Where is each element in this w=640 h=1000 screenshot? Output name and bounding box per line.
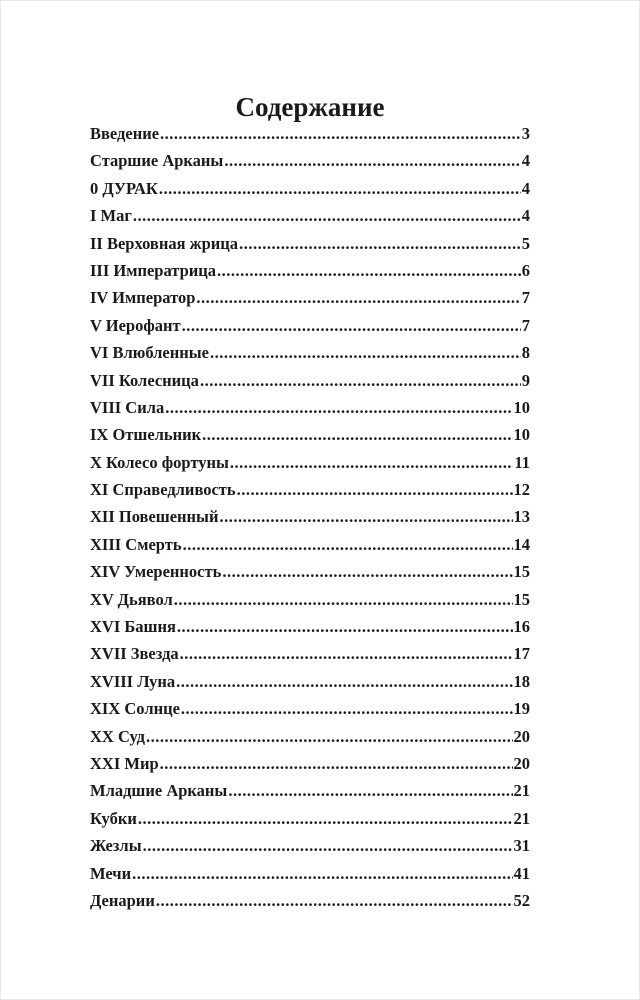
toc-entry <box>90 617 530 644</box>
dot-leader <box>159 179 521 199</box>
dot-leader <box>224 151 520 171</box>
toc-entry-page-number: 16 <box>513 617 530 637</box>
toc-entry <box>90 179 530 206</box>
toc-entry-label: XI Справедливость <box>90 480 236 500</box>
toc-entry-label: Денарии <box>90 890 155 910</box>
toc-entry-label: XVIII Луна <box>90 671 176 691</box>
toc-entry-page-number: 15 <box>513 589 530 609</box>
dot-leader <box>177 617 513 637</box>
toc-entry <box>90 809 530 836</box>
toc-entry-label: V Иерофант <box>90 315 181 335</box>
dot-leader <box>143 836 513 856</box>
toc-entry-page-number: 10 <box>513 425 530 445</box>
toc-entry-page-number: 11 <box>514 452 530 472</box>
toc-entry-page-number: 21 <box>513 808 530 828</box>
toc-entry-label: XII Повешенный <box>90 507 219 527</box>
toc-entry-page-number: 4 <box>521 178 530 198</box>
toc-entry-page-number: 12 <box>513 480 530 500</box>
toc-entry <box>90 206 530 233</box>
toc-entry-page-number: 20 <box>513 726 530 746</box>
toc-entry-label: III Императрица <box>90 260 217 280</box>
toc-entry <box>90 535 530 562</box>
toc-entry-label: II Верховная жрица <box>90 233 239 253</box>
toc-entry-label: XXI Мир <box>90 753 159 773</box>
dot-leader <box>174 590 513 610</box>
dot-leader <box>239 234 521 254</box>
toc-entry <box>90 371 530 398</box>
toc-entry-label: XIV Умеренность <box>90 562 222 582</box>
dot-leader <box>156 891 513 911</box>
toc-entry-page-number: 18 <box>513 671 530 691</box>
dot-leader <box>222 562 512 582</box>
toc-entry-page-number: 4 <box>521 151 530 171</box>
toc-entry-page-number: 13 <box>513 507 530 527</box>
toc-entry <box>90 480 530 507</box>
toc-entry <box>90 781 530 808</box>
toc-entry <box>90 234 530 261</box>
dot-leader <box>160 754 513 774</box>
dot-leader <box>180 644 513 664</box>
page-title: Содержание <box>235 92 385 122</box>
dot-leader <box>183 535 513 555</box>
toc-entry-page-number: 31 <box>513 836 530 856</box>
toc-entry-label: Мечи <box>90 863 132 883</box>
toc-entry-page-number: 3 <box>521 124 530 143</box>
table-of-contents <box>90 90 530 918</box>
toc-entry <box>90 261 530 288</box>
dot-leader <box>182 316 521 336</box>
toc-entry-page-number: 21 <box>513 781 530 801</box>
toc-entry <box>90 425 530 452</box>
toc-entry-label: XVI Башня <box>90 617 176 637</box>
dot-leader <box>133 206 521 226</box>
toc-entry-label: XIII Смерть <box>90 534 182 554</box>
toc-entry <box>90 864 530 891</box>
toc-entry-page-number: 6 <box>521 260 530 280</box>
toc-entry-page-number: 7 <box>521 288 530 308</box>
toc-entry <box>90 343 530 370</box>
toc-entry-label: VII Колесница <box>90 370 199 390</box>
dot-leader <box>202 425 512 445</box>
toc-entry-page-number: 5 <box>521 233 530 253</box>
toc-entry-page-number: 14 <box>513 534 530 554</box>
toc-entry-page-number: 20 <box>513 753 530 773</box>
toc-entry <box>90 891 530 918</box>
dot-leader <box>132 864 512 884</box>
dot-leader <box>138 809 513 829</box>
dot-leader <box>181 699 513 719</box>
dot-leader <box>217 261 521 281</box>
toc-entry <box>90 727 530 754</box>
toc-entry-page-number: 41 <box>513 863 530 883</box>
toc-entry-label: VIII Сила <box>90 397 165 417</box>
toc-entry-label: X Колесо фортуны <box>90 452 229 472</box>
toc-entry <box>90 398 530 425</box>
toc-entry-label: XIX Солнце <box>90 699 180 719</box>
toc-entry-label: Введение <box>90 124 160 143</box>
dot-leader <box>237 480 513 500</box>
toc-entry-label: Кубки <box>90 808 137 828</box>
dot-leader <box>196 288 520 308</box>
toc-entry <box>90 316 530 343</box>
toc-entry <box>90 754 530 781</box>
toc-entry-label: Старшие Арканы <box>90 151 224 171</box>
toc-entry <box>90 562 530 589</box>
toc-entry <box>90 590 530 617</box>
toc-entry-page-number: 9 <box>521 370 530 390</box>
toc-entry-page-number: 17 <box>513 644 530 664</box>
dot-leader <box>219 507 512 527</box>
dot-leader <box>200 371 521 391</box>
toc-entry <box>90 672 530 699</box>
toc-entry-page-number: 15 <box>513 562 530 582</box>
toc-entry <box>90 507 530 534</box>
toc-entry-page-number: 10 <box>513 397 530 417</box>
toc-entry-label: XVII Звезда <box>90 644 179 664</box>
toc-entry-page-number: 8 <box>521 343 530 363</box>
toc-entry-label: XX Суд <box>90 726 146 746</box>
dot-leader <box>165 398 512 418</box>
toc-entry-page-number: 4 <box>521 206 530 226</box>
dot-leader <box>230 453 514 473</box>
toc-entry-page-number: 52 <box>513 890 530 910</box>
dot-leader <box>160 124 521 144</box>
toc-entry-label: I Маг <box>90 206 132 226</box>
toc-entry-page-number: 19 <box>513 699 530 719</box>
toc-entry-label: Младшие Арканы <box>90 781 228 801</box>
toc-entry <box>90 644 530 671</box>
toc-list <box>90 124 530 918</box>
toc-entry <box>90 836 530 863</box>
toc-entry-page-number: 7 <box>521 315 530 335</box>
toc-entry <box>90 151 530 178</box>
dot-leader <box>210 343 521 363</box>
toc-entry-label: VI Влюбленные <box>90 343 209 363</box>
toc-entry <box>90 124 530 151</box>
toc-entry-label: IX Отшельник <box>90 425 202 445</box>
toc-entry <box>90 453 530 480</box>
dot-leader <box>146 727 512 747</box>
toc-entry-label: IV Император <box>90 288 196 308</box>
dot-leader <box>228 781 512 801</box>
toc-entry <box>90 288 530 315</box>
toc-entry <box>90 699 530 726</box>
toc-entry-label: Жезлы <box>90 836 142 856</box>
dot-leader <box>176 672 512 692</box>
toc-entry-label: XV Дьявол <box>90 589 173 609</box>
toc-entry-label: 0 ДУРАК <box>90 178 158 198</box>
